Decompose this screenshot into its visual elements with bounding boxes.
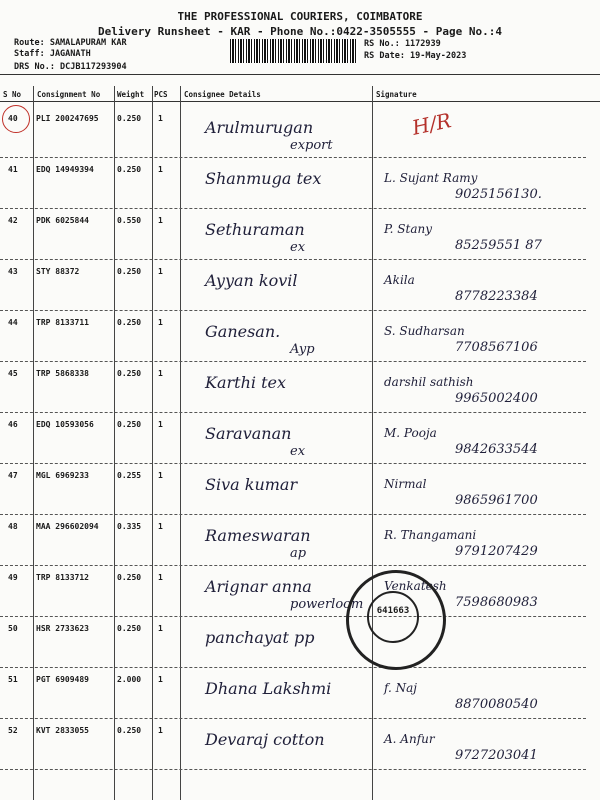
pcs-value: 1 (158, 420, 163, 429)
weight-value: 0.250 (117, 369, 142, 378)
hr-mark: H/R (409, 108, 454, 140)
company-title: THE PROFESSIONAL COURIERS, COIMBATORE (177, 10, 423, 23)
table-row (0, 618, 600, 669)
consignment-number: TRP 8133711 (36, 318, 89, 327)
consignment-number: PDK 6025844 (36, 216, 89, 225)
row-divider (0, 208, 586, 209)
serial-number: 52 (8, 726, 18, 735)
row-divider (0, 565, 586, 566)
receiver-signature: L. Sujant Ramy (384, 171, 478, 185)
serial-number: 42 (8, 216, 18, 225)
row-divider (0, 463, 586, 464)
consignee-name: Siva kumar (205, 475, 298, 494)
consignment-number: EDQ 14949394 (36, 165, 94, 174)
table-row (0, 720, 600, 771)
receiver-signature: Venkatesh (384, 579, 447, 593)
consignment-number: PGT 6909489 (36, 675, 89, 684)
pcs-value: 1 (158, 522, 163, 531)
receiver-signature: f. Naj (384, 681, 418, 695)
row-divider (0, 259, 586, 260)
table-row (0, 210, 600, 261)
consignee-name: Karthi tex (205, 373, 286, 392)
receiver-phone: 7598680983 (455, 595, 538, 610)
consignee-name-line2: ex (290, 444, 306, 459)
sno-circle-mark (2, 105, 30, 133)
consignee-name: Rameswaran (205, 526, 311, 545)
weight-value: 2.000 (117, 675, 142, 684)
serial-number: 48 (8, 522, 18, 531)
table-row (0, 465, 600, 516)
pcs-value: 1 (158, 726, 163, 735)
staff-label: Staff: JAGANATH (14, 49, 91, 59)
consignment-number: MGL 6969233 (36, 471, 89, 480)
weight-value: 0.250 (117, 726, 142, 735)
consignee-name: Shanmuga tex (205, 169, 322, 188)
pcs-value: 1 (158, 369, 163, 378)
pcs-value: 1 (158, 471, 163, 480)
consignee-name-line2: Ayp (290, 342, 315, 357)
consignment-number: KVT 2833055 (36, 726, 89, 735)
receiver-phone: 8778223384 (455, 289, 538, 304)
serial-number: 45 (8, 369, 18, 378)
serial-number: 46 (8, 420, 18, 429)
consignee-name: Arulmurugan (205, 118, 314, 137)
receiver-phone: 9727203041 (455, 748, 538, 763)
row-divider (0, 718, 586, 719)
serial-number: 41 (8, 165, 18, 174)
serial-number: 49 (8, 573, 18, 582)
consignee-name: Ganesan. (205, 322, 281, 341)
stamp-center (367, 591, 419, 643)
row-divider (0, 769, 586, 770)
route-label: Route: SAMALAPURAM KAR (14, 38, 127, 48)
receiver-phone: 7708567106 (455, 340, 538, 355)
consignee-name-line2: powerloom (290, 597, 364, 612)
receiver-signature: darshil sathish (384, 375, 474, 389)
weight-value: 0.250 (117, 624, 142, 633)
consignment-number: HSR 2733623 (36, 624, 89, 633)
row-divider (0, 412, 586, 413)
consignment-number: EDQ 10593056 (36, 420, 94, 429)
runsheet-subtitle: Delivery Runsheet - KAR - Phone No.:0422-3505555 - Page No.:4 (98, 25, 502, 38)
table-row (0, 567, 600, 618)
post-office-stamp (346, 570, 446, 670)
serial-number: 44 (8, 318, 18, 327)
drs-number: DRS No.: DCJB117293904 (14, 62, 127, 72)
receiver-phone: 9965002400 (455, 391, 538, 406)
top-divider (0, 74, 600, 75)
col-header-consignee: Consignee Details (184, 90, 261, 99)
weight-value: 0.250 (117, 114, 142, 123)
rs-number: RS No.: 1172939 (364, 39, 441, 49)
col-header-sno: S No (3, 90, 22, 99)
consignment-number: TRP 5868338 (36, 369, 89, 378)
row-divider (0, 361, 586, 362)
table-row (0, 414, 600, 465)
consignment-number: STY 88372 (36, 267, 80, 276)
receiver-signature: A. Anfur (384, 732, 435, 746)
row-divider (0, 310, 586, 311)
table-row (0, 108, 600, 159)
serial-number: 47 (8, 471, 18, 480)
consignee-name: panchayat pp (205, 628, 315, 647)
table-row (0, 363, 600, 414)
barcode (230, 39, 358, 63)
stamp-number: 641663 (376, 606, 410, 616)
consignee-name: Saravanan (205, 424, 292, 443)
col-header-consignment: Consignment No (37, 90, 101, 99)
pcs-value: 1 (158, 216, 163, 225)
consignment-number: TRP 8133712 (36, 573, 89, 582)
table-row (0, 312, 600, 363)
consignee-name-line2: ap (290, 546, 307, 561)
pcs-value: 1 (158, 624, 163, 633)
weight-value: 0.250 (117, 318, 142, 327)
receiver-signature: R. Thangamani (384, 528, 477, 542)
receiver-phone: 9842633544 (455, 442, 538, 457)
weight-value: 0.335 (117, 522, 142, 531)
receiver-phone: 9025156130. (455, 187, 542, 202)
col-header-weight: Weight (117, 90, 145, 99)
serial-number: 50 (8, 624, 18, 633)
row-divider (0, 667, 586, 668)
pcs-value: 1 (158, 267, 163, 276)
table-row (0, 516, 600, 567)
pcs-value: 1 (158, 573, 163, 582)
pcs-value: 1 (158, 318, 163, 327)
consignment-number: PLI 200247695 (36, 114, 99, 123)
weight-value: 0.550 (117, 216, 142, 225)
pcs-value: 1 (158, 165, 163, 174)
receiver-signature: M. Pooja (384, 426, 437, 440)
serial-number: 40 (8, 114, 18, 123)
receiver-phone: 8870080540 (455, 697, 538, 712)
weight-value: 0.250 (117, 420, 142, 429)
weight-value: 0.250 (117, 573, 142, 582)
pcs-value: 1 (158, 675, 163, 684)
serial-number: 51 (8, 675, 18, 684)
receiver-signature: P. Stany (384, 222, 432, 236)
col-header-pcs: PCS (154, 90, 168, 99)
consignee-name: Dhana Lakshmi (205, 679, 332, 698)
table-row (0, 669, 600, 720)
row-divider (0, 616, 586, 617)
receiver-signature: S. Sudharsan (384, 324, 465, 338)
pcs-value: 1 (158, 114, 163, 123)
row-divider (0, 514, 586, 515)
weight-value: 0.255 (117, 471, 142, 480)
consignment-number: MAA 296602094 (36, 522, 99, 531)
receiver-phone: 85259551 87 (455, 238, 542, 253)
consignee-name: Ayyan kovil (205, 271, 298, 290)
weight-value: 0.250 (117, 165, 142, 174)
consignee-name-line2: ex (290, 240, 306, 255)
serial-number: 43 (8, 267, 18, 276)
receiver-phone: 9791207429 (455, 544, 538, 559)
table-row (0, 261, 600, 312)
receiver-signature: Akila (384, 273, 415, 287)
col-header-signature: Signature (376, 90, 417, 99)
table-row (0, 159, 600, 210)
consignee-name: Arignar anna (205, 577, 312, 596)
consignee-name-line2: export (290, 138, 333, 153)
consignee-name: Devaraj cotton (205, 730, 325, 749)
row-divider (0, 157, 586, 158)
receiver-signature: Nirmal (384, 477, 427, 491)
rs-date: RS Date: 19-May-2023 (364, 51, 467, 61)
consignee-name: Sethuraman (205, 220, 305, 239)
weight-value: 0.250 (117, 267, 142, 276)
receiver-phone: 9865961700 (455, 493, 538, 508)
header-divider (0, 101, 600, 102)
